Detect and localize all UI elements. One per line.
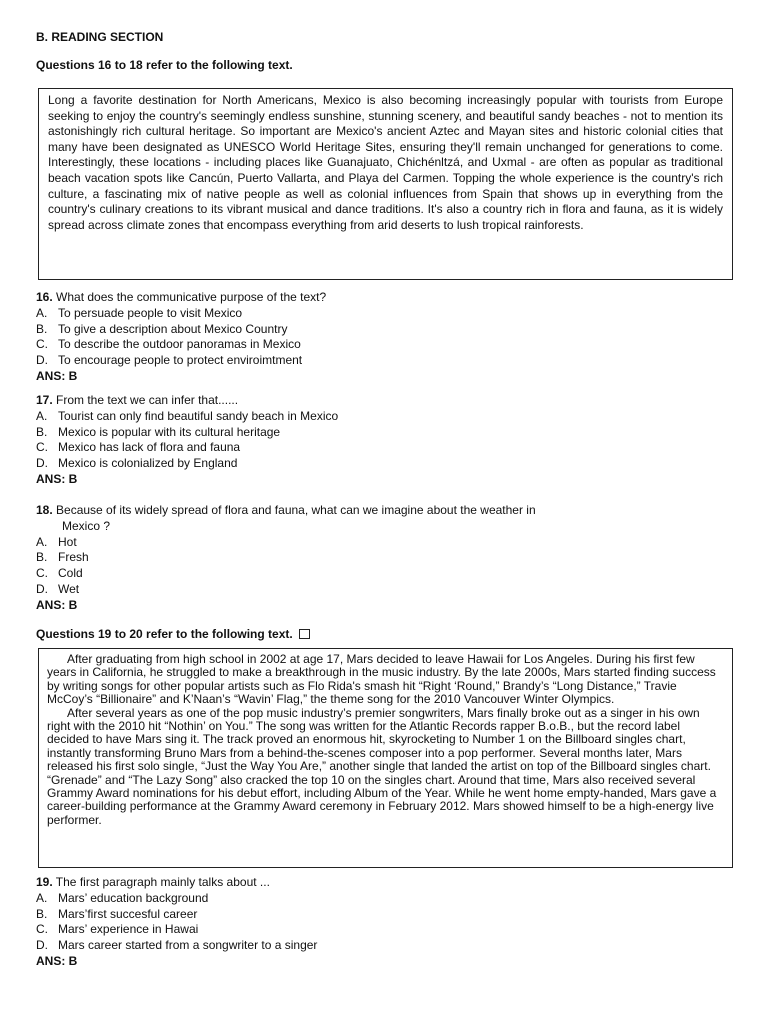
checkbox-icon: [299, 629, 310, 639]
question-stem: 19. The first paragraph mainly talks about ...: [36, 875, 270, 889]
option-b[interactable]: B. To give a description about Mexico Country: [36, 321, 288, 336]
question-stem-continuation: Mexico ?: [62, 518, 111, 533]
answer-key: ANS: B: [36, 597, 78, 612]
option-a[interactable]: A. Tourist can only find beautiful sandy beach in Mexico: [36, 408, 339, 423]
question-16: [36, 290, 736, 385]
option-c[interactable]: C. Mexico has lack of flora and fauna: [36, 440, 241, 455]
section-title: B. READING SECTION: [36, 30, 164, 44]
passage-paragraph: After several years as one of the pop music industry’s premier songwriters, Mars finally broke out as a singer in his own right with the 2010 hit “Nothin’ on You.” The song was written for the Atlantic Records rapper B.o.B., but the record label decided to have Mars sing it. The track proved an enormous hit, skyrocketing to Number 1 on the Billboard singles chart, instantly transforming Bruno Mars from a behind-the-scenes composer into a pop performer. Several months later, Mars released his first solo single, “Just the Way You Are,” another single that landed the artist on top of the Billboard singles chart. “Grenade” and “The Lazy Song” also cracked the top 10 on the singles chart. Around that time, Mars also received several Grammy Award nominations for his debut effort, including Album of the Year. While he went home empty-handed, Mars gave a career-building performance at the Grammy Award ceremony in February 2012. Mars showed himself to be a high-energy live performer.: [47, 705, 717, 827]
question-18: [36, 503, 736, 614]
option-b[interactable]: B. Mexico is popular with its cultural heritage: [36, 424, 281, 439]
option-a[interactable]: A. Hot: [36, 534, 77, 549]
question-stem: 16. What does the communicative purpose of the text?: [36, 290, 327, 304]
option-d[interactable]: D. Mars career started from a songwriter to a singer: [36, 938, 318, 953]
reading-passage-mexico: Long a favorite destination for North Americans, Mexico is also becoming increasingly popular with tourists from Europe seeking to enjoy the country's seemingly endless sunshine, stunning scenery, and beautiful sandy beaches - not to mention its astonishingly rich cultural heritage. So important are Mexico's ancient Aztec and Mayan sites and historic colonial cities that many have been designated as UNESCO World Heritage Sites, ensuring they'll remain unchanged for generations to come. Interestingly, these locations - including places like Guanajuato, Chichénltzá, and Uxmal - are often as popular as traditional beach vacation spots like Cancún, Puerto Vallarta, and Playa del Carmen. Topping the whole experience is the country's rich culture, a fascinating mix of native people as well as colonial influences from Spain that shows up in everything from the country's culinary creations to its vibrant musical and dance traditions. It's also a country rich in flora and fauna, as it is widely spread across climate zones that encompass everything from arid deserts to lush tropical rainforests.: [38, 88, 733, 280]
option-b[interactable]: B. Mars’first succesful career: [36, 906, 198, 921]
question-17: [36, 393, 736, 488]
option-b[interactable]: B. Fresh: [36, 550, 89, 565]
answer-key: ANS: B: [36, 953, 78, 968]
option-d[interactable]: D. Wet: [36, 581, 80, 596]
question-19: [36, 875, 736, 970]
instruction-questions-16-18: Questions 16 to 18 refer to the following text.: [36, 58, 293, 72]
option-c[interactable]: C. Cold: [36, 566, 83, 581]
answer-key: ANS: B: [36, 471, 78, 486]
reading-passage-bruno-mars: [38, 648, 733, 868]
option-c[interactable]: C. To describe the outdoor panoramas in Mexico: [36, 337, 301, 352]
option-d[interactable]: D. To encourage people to protect enviroimtment: [36, 353, 303, 368]
question-stem: 18. Because of its widely spread of flora and fauna, what can we imagine about the weather in: [36, 503, 536, 517]
passage-paragraph: After graduating from high school in 2002 at age 17, Mars decided to leave Hawaii for Los Angeles. During his first few years in California, he struggled to make a breakthrough in the music industry. By the late 2000s, Mars started finding success by writing songs for other popular artists such as Flo Rida's smash hit “Right ‘Round,” Brandy’s “Long Distance,” Travie McCoy’s “Billionaire” and K’Naan’s “Wavin’ Flag,” the theme song for the 2010 Vancouver Winter Olympics.: [47, 652, 716, 707]
option-d[interactable]: D. Mexico is colonialized by England: [36, 456, 238, 471]
option-a[interactable]: A. To persuade people to visit Mexico: [36, 305, 243, 320]
instruction-questions-19-20: Questions 19 to 20 refer to the following text.: [36, 627, 310, 641]
option-c[interactable]: C. Mars’ experience in Hawai: [36, 922, 199, 937]
answer-key: ANS: B: [36, 368, 78, 383]
option-a[interactable]: A. Mars’ education background: [36, 890, 209, 905]
question-stem: 17. From the text we can infer that......: [36, 393, 239, 407]
